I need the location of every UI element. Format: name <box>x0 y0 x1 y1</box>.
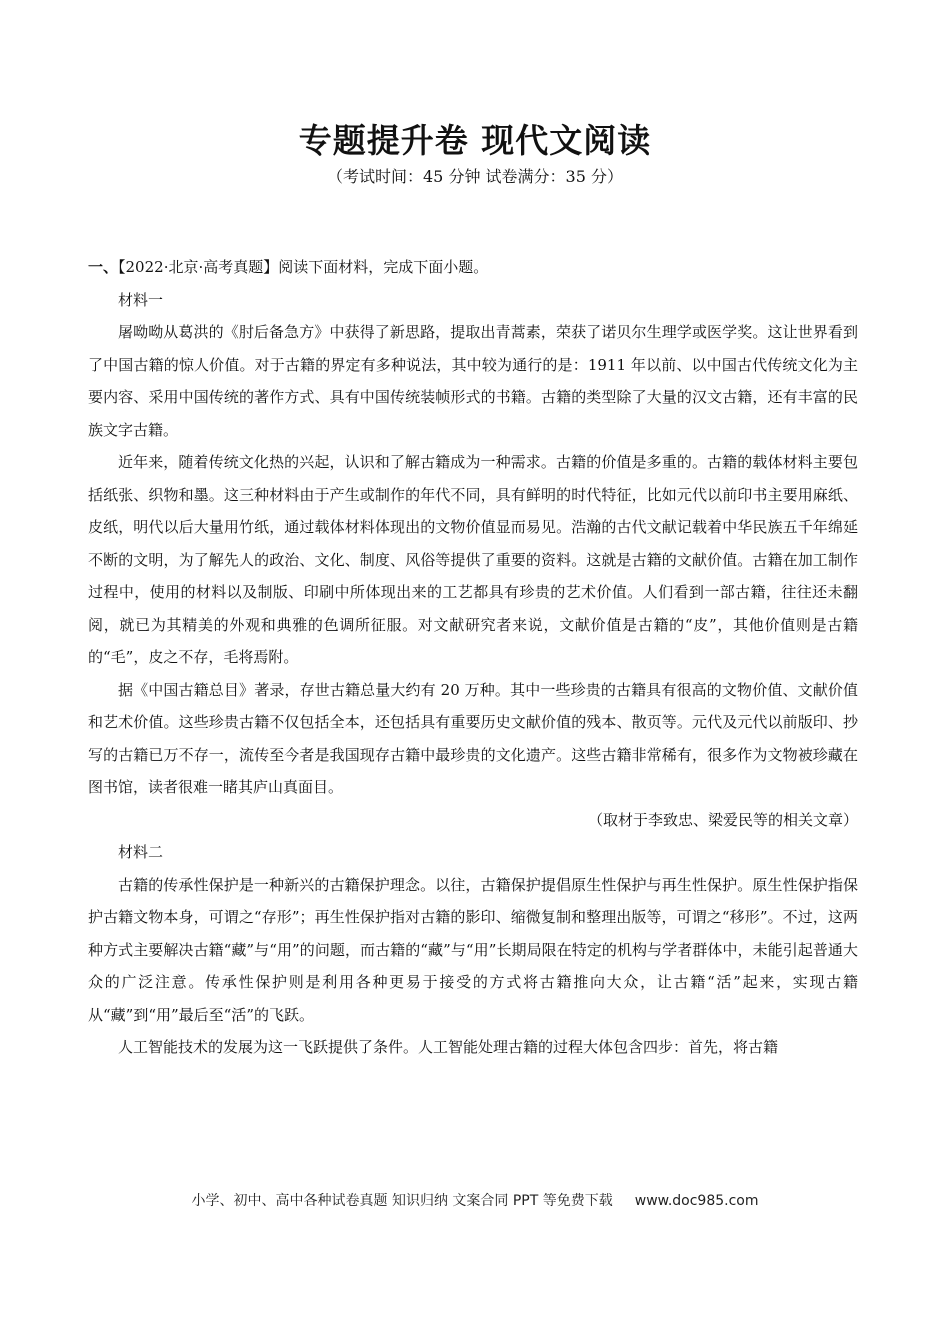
page-title: 专题提升卷 现代文阅读 <box>298 121 652 160</box>
material-2-label: 材料二 <box>118 843 164 861</box>
material-2-paragraph-2: 人工智能技术的发展为这一飞跃提供了条件。人工智能处理古籍的过程大体包含四步：首先，将古籍 <box>118 1038 779 1056</box>
question-number: 一、 <box>88 258 119 276</box>
material-1-paragraph-1: 屠呦呦从葛洪的《肘后备急方》中获得了新思路，提取出青蒿素，荣获了诺贝尔生理学或医学奖。这让世界看到了中国古籍的惊人价值。对于古籍的界定有多种说法，其中较为通行的是：1911 年以前、以中国古代传统文化为主要内容、采用中国传统的著作方式、具有中国传统装帧形式的书籍。古籍的类型除了大量的汉文古籍，还有丰富的民族文字古籍。 <box>88 323 858 439</box>
material-1-paragraph-2: 近年来，随着传统文化热的兴起，认识和了解古籍成为一种需求。古籍的价值是多重的。古籍的载体材料主要包括纸张、织物和墨。这三种材料由于产生或制作的年代不同，具有鲜明的时代特征，比如元代以前印书主要用麻纸、皮纸，明代以后大量用竹纸，通过载体材料体现出的文物价值显而易见。浩瀚的古代文献记载着中华民族五千年绵延不断的文明，为了解先人的政治、文化、制度、风俗等提供了重要的资料。这就是古籍的文献价值。古籍在加工制作过程中，使用的材料以及制版、印刷中所体现出来的工艺都具有珍贵的艺术价值。人们看到一部古籍，往往还未翻阅，就已为其精美的外观和典雅的色调所征服。对文献研究者来说，文献价值是古籍的“皮”，其他价值则是古籍的“毛”，皮之不存，毛将焉附。 <box>88 453 858 666</box>
page-footer <box>0 1189 950 1213</box>
exam-info: （考试时间：45 分钟 试卷满分：35 分） <box>327 167 623 186</box>
footer-text: 小学、初中、高中各种试卷真题 知识归纳 文案合同 PPT 等免费下载 <box>191 1193 613 1209</box>
material-1-source: （取材于李致忠、梁爱民等的相关文章） <box>587 810 858 829</box>
question-heading <box>88 251 858 284</box>
footer-link[interactable]: www.doc985.com <box>634 1193 759 1209</box>
reading-content <box>88 251 858 1064</box>
material-1-paragraph-3: 据《中国古籍总目》著录，存世古籍总量大约有 20 万种。其中一些珍贵的古籍具有很高的文物价值、文献价值和艺术价值。这些珍贵古籍不仅包括全本，还包括具有重要历史文献价值的残本、散页等。元代及元代以前版印、抄写的古籍已万不存一，流传至今者是我国现存古籍中最珍贵的文化遗产。这些古籍非常稀有，很多作为文物被珍藏在图书馆，读者很难一睹其庐山真面目。 <box>88 680 858 796</box>
question-intro: 【2022·北京·高考真题】阅读下面材料，完成下面小题。 <box>118 258 489 276</box>
material-2-paragraph-1: 古籍的传承性保护是一种新兴的古籍保护理念。以往，古籍保护提倡原生性保护与再生性保护。原生性保护指保护古籍文物本身，可谓之“存形”；再生性保护指对古籍的影印、缩微复制和整理出版等，可谓之“移形”。不过，这两种方式主要解决古籍“藏”与“用”的问题，而古籍的“藏”与“用”长期局限在特定的机构与学者群体中，未能引起普通大众的广泛注意。传承性保护则是利用各种更易于接受的方式将古籍推向大众，让古籍“活”起来，实现古籍从“藏”到“用”最后至“活”的飞跃。 <box>88 875 858 1024</box>
material-1-label: 材料一 <box>118 290 164 309</box>
